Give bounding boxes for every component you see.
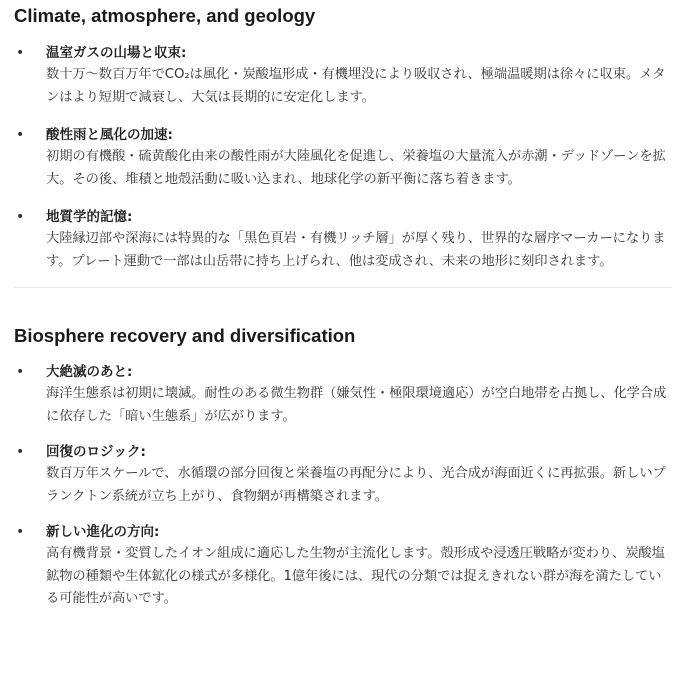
list-item <box>14 521 672 611</box>
item-heading: 地質学的記憶: <box>46 209 133 225</box>
bullet-list <box>14 42 672 273</box>
bullet-icon: • <box>16 444 25 460</box>
item-heading: 酸性雨と風化の加速: <box>46 127 173 143</box>
item-body: 高有機背景・変質したイオン組成に適応した生物が主流化します。殻形成や浸透圧戦略が変わり、炭酸塩鉱物の種類や生体鉱化の様式が多様化。1億年後には、現代の分類では捉えきれない群が海を満たしている可能性が高いです。 <box>46 546 665 606</box>
list-item <box>14 42 672 109</box>
item-heading: 大絶滅のあと: <box>46 364 133 380</box>
item-body: 数十万〜数百万年でCO₂は風化・炭酸塩形成・有機埋没により吸収され、極端温暖期は徐々に収束。メタンはより短期で減衰し、大気は長期的に安定化します。 <box>46 67 666 105</box>
item-heading: 温室ガスの山場と収束: <box>46 45 187 61</box>
list-item <box>14 124 672 191</box>
list-item <box>14 361 672 428</box>
section-title: Biosphere recovery and diversification <box>14 325 356 346</box>
item-body: 大陸縁辺部や深海には特異的な「黒色頁岩・有機リッチ層」が厚く残り、世界的な層序マーカーになります。プレート運動で一部は山岳帯に持ち上げられ、他は変成され、未来の地形に刻印されます。 <box>46 231 666 269</box>
bullet-list <box>14 361 672 611</box>
list-item <box>14 441 672 508</box>
section-divider <box>14 287 672 288</box>
item-heading: 回復のロジック: <box>46 444 146 460</box>
item-body: 海洋生態系は初期に壊滅。耐性のある微生物群（嫌気性・極限環境適応）が空白地帯を占拠し、化学合成に依存した「暗い生態系」が広がります。 <box>46 386 667 424</box>
bullet-icon: • <box>16 45 25 61</box>
section-climate <box>14 0 672 288</box>
section-title: Climate, atmosphere, and geology <box>14 5 316 26</box>
bullet-icon: • <box>16 364 25 380</box>
item-body: 数百万年スケールで、水循環の部分回復と栄養塩の再配分により、光合成が海面近くに再拡張。新しいプランクトン系統が立ち上がり、食物網が再構築されます。 <box>46 466 666 504</box>
item-heading: 新しい進化の方向: <box>46 524 160 540</box>
bullet-icon: • <box>16 127 25 143</box>
item-body: 初期の有機酸・硫黄酸化由来の酸性雨が大陸風化を促進し、栄養塩の大量流入が赤潮・デッドゾーンを拡大。その後、堆積と地殻活動に吸い込まれ、地球化学の新平衡に落ち着きます。 <box>46 149 666 187</box>
bullet-icon: • <box>16 524 25 540</box>
section-biosphere <box>14 324 672 611</box>
list-item <box>14 206 672 273</box>
bullet-icon: • <box>16 209 25 225</box>
